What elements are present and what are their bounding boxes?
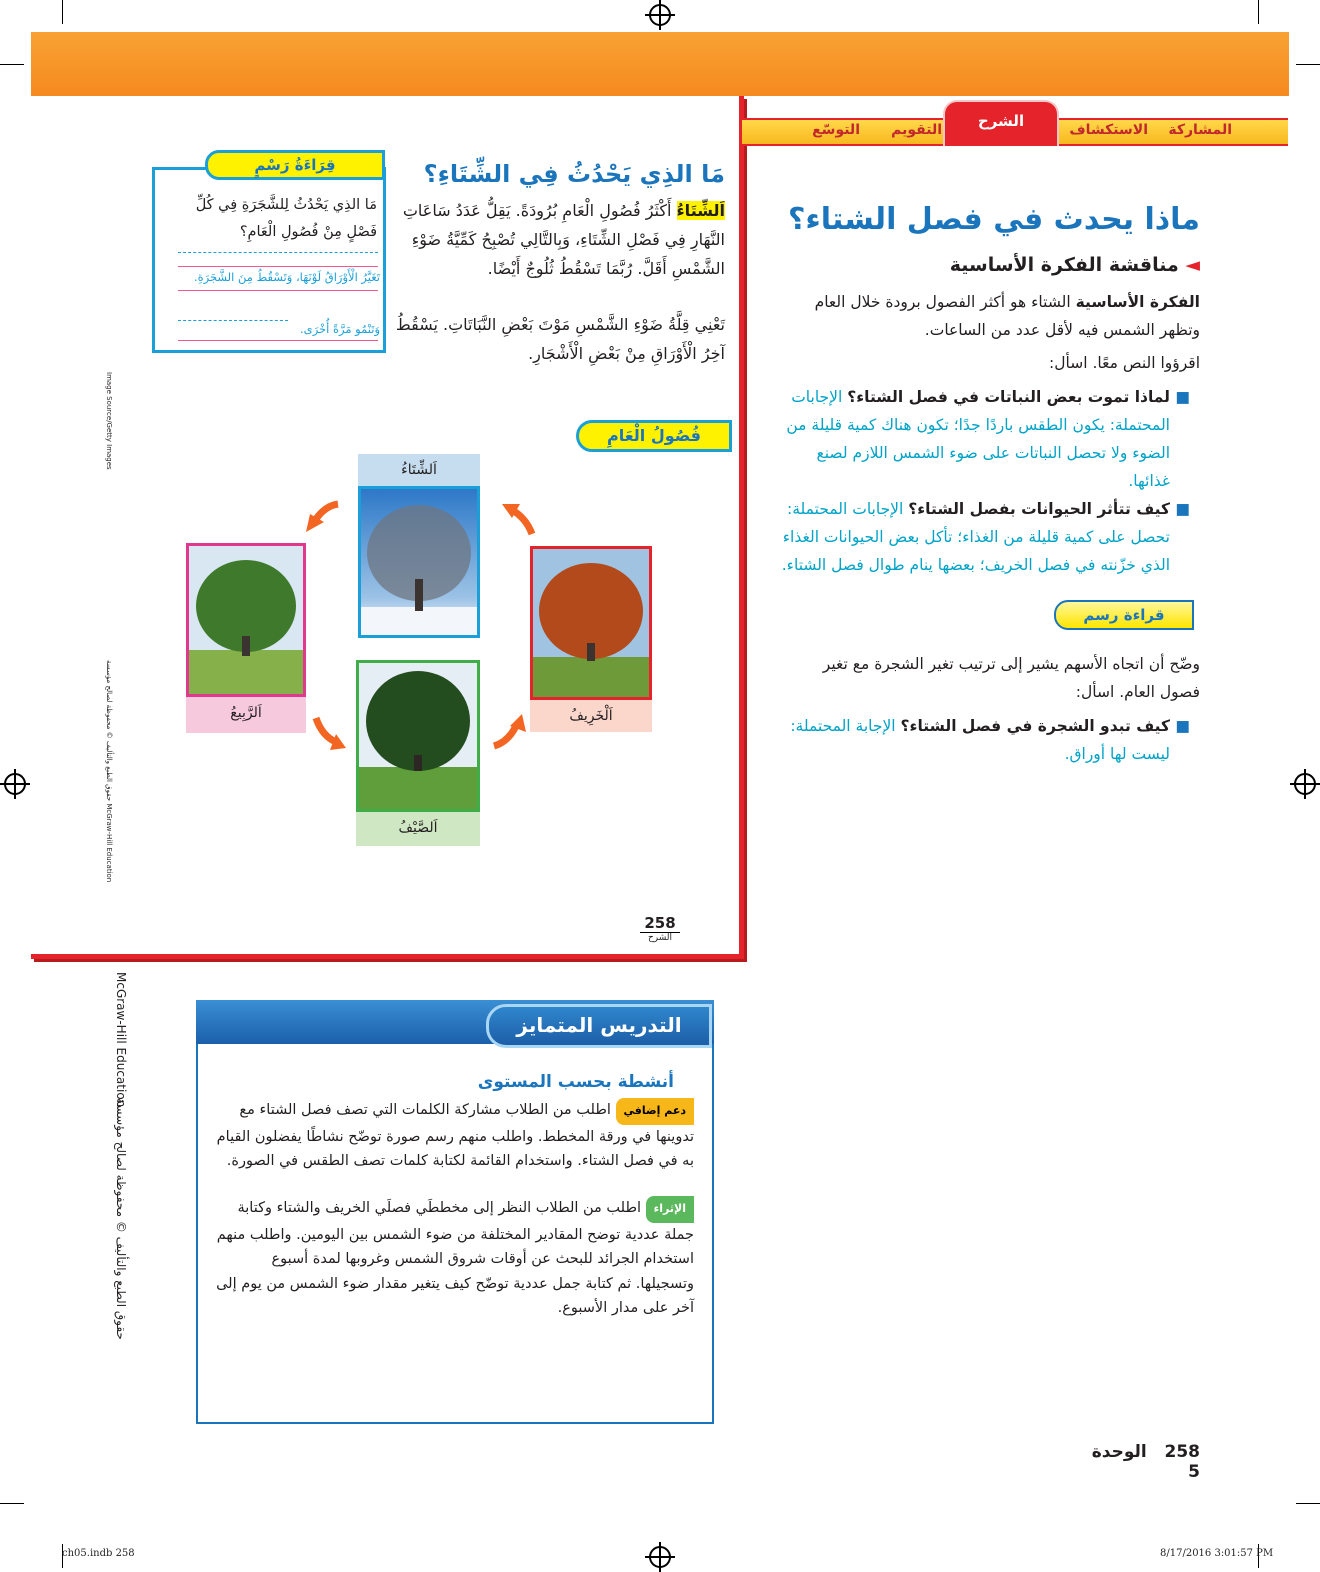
autumn-label: اَلْخَرِيفُ xyxy=(569,708,613,724)
read-together: اقرؤوا النص معًا. اسأل: xyxy=(1049,354,1200,372)
differentiated-subtitle: أنشطة بحسب المستوى xyxy=(477,1072,674,1092)
explain-arrows: وضّح أن اتجاه الأسهم يشير إلى ترتيب تغير الشجرة مع تغير فصول العام. اسأل: xyxy=(822,655,1200,701)
tab-explore[interactable]: الاستكشاف xyxy=(1069,122,1148,138)
spring-photo xyxy=(186,543,306,697)
tab-extend[interactable]: التوسّع xyxy=(812,122,860,138)
timestamp-slug: 8/17/2016 3:01:57 PM xyxy=(1160,1548,1274,1559)
registration-mark-icon xyxy=(1294,773,1316,795)
arrow-winter-to-spring-icon xyxy=(304,498,344,538)
read-graph-question: مَا الذِي يَحْدُثُ لِلشَّجَرَةِ فِي كُلِّ فَصْلٍ مِنْ فُصُولِ الْعَامِ؟ xyxy=(195,197,377,240)
summer-photo xyxy=(356,660,480,812)
teacher-footer xyxy=(1080,1442,1200,1482)
student-title: مَا الذِي يَحْدُثُ فِي الشِّتَاءِ؟ xyxy=(423,160,725,188)
question-3-text: كيف تبدو الشجرة في فصل الشتاء؟ xyxy=(900,717,1170,735)
beyond-text: اطلب من الطلاب النظر إلى مخططَي فصلَي الخريف والشتاء وكتابة جملة عددية توضح المقادير المختلفة من ضوء الشمس بين اليومين. واطلب منهم استخدام الجرائد للبحث عن أوقات شروق الشمس وغروبها لمدة أسبوع وتسجيلها. ثم كتابة جمل عددية توضّح كيف يتغير مقدار ضوء الشمس من يوم إلى آخر على مدار الأسبوع. xyxy=(216,1200,694,1316)
student-page-number: 258 xyxy=(644,914,676,932)
square-bullet-icon: ■ xyxy=(1175,500,1190,518)
question-2-text: كيف تتأثر الحيوانات بفصل الشتاء؟ xyxy=(908,500,1170,518)
approaching-badge: دعم إضافي xyxy=(616,1098,694,1125)
answer-line xyxy=(178,340,378,341)
summer-card xyxy=(356,660,480,846)
differentiated-title: التدريس المتمايز xyxy=(486,1004,712,1048)
teacher-page-number: 258 xyxy=(1164,1442,1200,1462)
answer-line xyxy=(178,320,288,321)
read-graph-answer-1: تَغَيَّرُ الْأَوْرَاقُ لَوْنَهَا، وَتَسْقُطُ مِنَ الشَّجَرَةِ. xyxy=(193,270,380,284)
rights-credit: حقوق الطبع والتأليف © محفوظة لصالح مؤسسة McGraw-Hill Education xyxy=(105,660,113,883)
student-page-label: الشرح xyxy=(640,932,680,943)
beyond-level xyxy=(210,1196,694,1321)
teacher-subtitle-text: مناقشة الفكرة الأساسية xyxy=(949,254,1179,276)
triangle-bullet-icon: ◄ xyxy=(1178,254,1200,276)
answer-line xyxy=(178,266,378,267)
vocab-winter: اَلشِّتَاءُ xyxy=(676,201,725,220)
winter-card xyxy=(358,454,480,638)
file-slug: ch05.indb 258 xyxy=(62,1548,135,1559)
answer-line xyxy=(178,290,378,291)
registration-mark-icon xyxy=(649,4,671,26)
spring-card xyxy=(186,543,306,733)
main-idea-text: الشتاء هو أكثر الفصول برودة خلال العام وتظهر الشمس فيه لأقل عدد من الساعات. xyxy=(814,293,1200,339)
rights-side: حقوق الطبع والتأليف © محفوظة لصالح مؤسسة xyxy=(114,1098,128,1340)
question-1 xyxy=(770,383,1190,495)
question-2-answer: الإجابات المحتملة: تحصل على كمية قليلة من الغذاء؛ تأكل بعض الحيوانات الغذاء الذي خزّنته في فصل الخريف؛ بعضها ينام طوال فصل الشتاء. xyxy=(781,500,1170,574)
seasons-tab: فُصُولُ الْعَامِ xyxy=(576,420,732,452)
arrow-autumn-to-winter-icon xyxy=(498,500,538,540)
autumn-photo xyxy=(530,546,652,700)
tab-explain-active[interactable]: الشرح xyxy=(943,100,1059,146)
question-1-text: لماذا تموت بعض النباتات في فصل الشتاء؟ xyxy=(847,388,1170,406)
approaching-level xyxy=(214,1098,694,1174)
beyond-badge: الإثراء xyxy=(646,1196,694,1223)
arrow-spring-to-summer-icon xyxy=(310,712,350,752)
bare-tree-icon xyxy=(361,489,477,635)
main-idea-paragraph xyxy=(780,288,1200,344)
answer-line xyxy=(178,252,378,253)
student-body-1-text: أَكْثَرُ فُصُولِ الْعَامِ بُرُودَةً. يَقِلُّ عَدَدُ سَاعَاتِ النَّهَارِ فِي فَصْلِ الشِّتَاءِ، وَبِالتَّالِي تُصْبِحُ كَمِّيَّةُ ضَوْءِ الشَّمْسِ أَقَلَّ. رُبَّمَا تَسْقُطُ ثُلُوجٌ أَيْضًا. xyxy=(402,201,725,278)
question-3 xyxy=(770,712,1190,768)
crop-mark xyxy=(62,0,63,24)
main-idea-label: الفكرة الأساسية xyxy=(1075,293,1200,311)
winter-photo xyxy=(358,486,480,638)
crop-mark xyxy=(0,64,24,65)
student-body-1 xyxy=(395,196,725,283)
unit-label: الوحدة 5 xyxy=(1091,1442,1200,1482)
autumn-card xyxy=(530,546,652,732)
winter-label: اَلشِّتَاءُ xyxy=(401,462,437,478)
spring-label: اَلرَّبِيعُ xyxy=(230,705,262,721)
tab-engage[interactable]: المشاركة xyxy=(1168,122,1232,138)
arrow-summer-to-autumn-icon xyxy=(488,712,528,752)
green-tree-icon xyxy=(189,546,303,694)
autumn-tree-icon xyxy=(533,549,649,697)
teacher-title: ماذا يحدث في فصل الشتاء؟ xyxy=(788,202,1200,237)
read-graph-badge: قراءة رسم xyxy=(1054,600,1194,630)
summer-tree-icon xyxy=(359,663,477,809)
question-1-answer: الإجابات المحتملة: يكون الطقس باردًا جدًا؛ تكون هناك كمية قليلة من الضوء ولا تحصل النباتات على ضوء الشمس اللازم لصنع غذائها. xyxy=(786,388,1170,490)
approaching-text: اطلب من الطلاب مشاركة الكلمات التي تصف فصل الشتاء مع تدوينها في ورقة المخطط. واطلب منهم رسم صورة توضّح نشاطًا يفضلون القيام به في فصل الشتاء. واستخدام القائمة لكتابة كلمات تصف الطقس في الصورة. xyxy=(216,1102,694,1169)
crop-mark xyxy=(0,1503,24,1504)
registration-mark-icon xyxy=(649,1546,671,1568)
question-2 xyxy=(770,495,1190,579)
image-credit: Image Source/Getty Images xyxy=(105,372,113,470)
read-graph-answer-2: وَتَنْمُو مَرَّةً أُخْرَى. xyxy=(300,322,380,336)
read-graph-tab: قِرَاءَةُ رَسْمٍ xyxy=(205,150,385,180)
publisher-credit: McGraw-Hill Education xyxy=(114,972,128,1108)
crop-mark xyxy=(1258,0,1259,24)
student-body-2: تَعْنِي قِلَّةُ ضَوْءِ الشَّمْسِ مَوْتَ بَعْضِ النَّبَاتَاتِ. يَسْقُطُ آخِرُ الْأَوْرَاقِ مِنْ بَعْضِ الْأَشْجَارِ. xyxy=(395,315,725,363)
tab-evaluate[interactable]: التقويم xyxy=(891,122,942,138)
summer-label: اَلصَّيْفُ xyxy=(398,820,438,836)
crop-mark xyxy=(1296,64,1320,65)
registration-mark-icon xyxy=(4,773,26,795)
header-band xyxy=(31,32,1289,96)
teacher-subtitle xyxy=(800,254,1200,276)
crop-mark xyxy=(1296,1503,1320,1504)
question-3-answer: الإجابة المحتملة: ليست لها أوراق. xyxy=(790,717,1170,763)
square-bullet-icon: ■ xyxy=(1175,388,1190,406)
square-bullet-icon: ■ xyxy=(1175,717,1190,735)
